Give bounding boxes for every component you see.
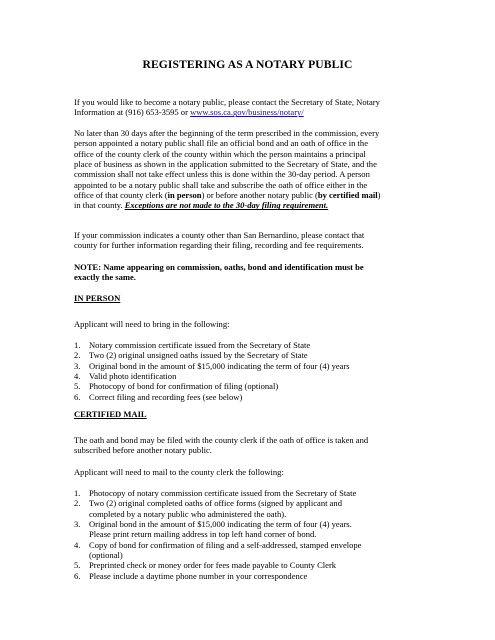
text-segment: ) <box>377 190 381 201</box>
list-number: 3. <box>74 360 81 371</box>
text-segment: ) or before another notary public ( <box>201 190 318 201</box>
paragraph-line: subscribed before another notary public. <box>74 445 212 456</box>
paragraph-line: Applicant will need to bring in the following: <box>74 319 230 329</box>
list-item <box>74 519 361 540</box>
notary-website-link[interactable]: www.sos.ca.gov/business/notary/ <box>190 107 304 118</box>
in-person-emphasis: in person <box>167 190 202 201</box>
list-item <box>74 498 361 519</box>
in-person-list <box>74 340 350 402</box>
list-item <box>74 540 361 561</box>
list-text: Two (2) original unsigned oaths issued by the Secretary of State <box>89 350 308 361</box>
filing-deadline-paragraph <box>74 128 434 211</box>
list-text: Two (2) original completed oaths of office forms (signed by applicant and <box>89 498 342 509</box>
paragraph-line: commission shall not take effect unless this is done within the 30-day period. A person <box>74 169 370 180</box>
list-number: 6. <box>74 391 81 402</box>
paragraph-line: If your commission indicates a county other than San Bernardino, please contact that <box>74 230 365 240</box>
intro-text: Information at (916) 653-3595 or <box>74 107 191 118</box>
intro-line: If you would like to become a notary public, please contact the Secretary of State, Notary <box>74 97 380 107</box>
list-item <box>74 350 350 360</box>
paragraph-line: appointed to be a notary public shall take and subscribe the oath of office either in the <box>74 179 368 190</box>
list-text: Original bond in the amount of $15,000 indicating the term of four (4) years <box>89 360 350 371</box>
list-text: Correct filing and recording fees (see below) <box>89 391 243 402</box>
certified-mail-emphasis: by certified mail <box>317 190 378 201</box>
certified-mail-paragraph <box>74 435 434 456</box>
in-person-heading: IN PERSON <box>74 293 121 303</box>
list-number: 1. <box>74 488 81 498</box>
list-text: Photocopy of bond for confirmation of filing (optional) <box>89 381 279 392</box>
certified-mail-list <box>74 488 361 581</box>
list-number: 1. <box>74 340 81 350</box>
list-item <box>74 340 350 350</box>
list-number: 6. <box>74 570 81 581</box>
list-number: 2. <box>74 498 81 509</box>
list-number: 4. <box>74 371 81 382</box>
paragraph-line: office of the county clerk of the county within which the person maintains a principal <box>74 148 366 159</box>
list-number: 2. <box>74 350 81 361</box>
intro-paragraph <box>74 97 434 118</box>
paragraph-line: The oath and bond may be filed with the county clerk if the oath of office is taken and <box>74 435 369 445</box>
intro-line <box>74 107 434 117</box>
list-text: (optional) <box>89 550 123 561</box>
paragraph-line: No later than 30 days after the beginning of the term prescribed in the commission, every <box>74 128 380 138</box>
in-person-intro <box>74 319 434 329</box>
list-text: Photocopy of notary commission certificate issued from the Secretary of State <box>89 488 357 498</box>
text-segment: in that county. <box>74 200 125 211</box>
list-item <box>74 571 361 581</box>
list-text: completed by a notary public who administered the oath). <box>89 508 287 519</box>
list-item <box>74 392 350 402</box>
list-number: 5. <box>74 560 81 571</box>
note-paragraph <box>74 262 434 283</box>
list-number: 5. <box>74 381 81 392</box>
county-paragraph <box>74 230 434 251</box>
list-item <box>74 560 361 570</box>
certified-mail-intro <box>74 467 434 477</box>
note-line: NOTE: Name appearing on commission, oaths, bond and identification must be <box>74 262 364 272</box>
list-item <box>74 371 350 381</box>
list-text: Valid photo identification <box>89 371 177 382</box>
list-text: Original bond in the amount of $15,000 indicating the term of four (4) years. <box>89 519 352 530</box>
paragraph-line: person appointed a notary public shall file an official bond and an oath of office in the <box>74 138 368 149</box>
text-segment: office of that county clerk ( <box>74 190 168 201</box>
list-text: Please include a daytime phone number in your correspondence <box>89 570 308 581</box>
list-item <box>74 361 350 371</box>
list-item <box>74 381 350 391</box>
list-number: 3. <box>74 519 81 530</box>
list-text: Please print return mailing address in top left hand corner of bond. <box>89 529 317 540</box>
list-text: Notary commission certificate issued from the Secretary of State <box>89 340 311 350</box>
paragraph-line <box>74 190 434 200</box>
list-text: Preprinted check or money order for fees made payable to County Clerk <box>89 560 337 571</box>
certified-mail-heading: CERTIFIED MAIL <box>74 409 147 419</box>
exceptions-warning: Exceptions are not made to the 30-day filing requirement. <box>124 200 329 211</box>
list-item <box>74 488 361 498</box>
list-number: 4. <box>74 539 81 550</box>
page-title: REGISTERING AS A NOTARY PUBLIC <box>142 58 353 71</box>
paragraph-line: place of business as shown in the application submitted to the Secretary of State, and the <box>74 159 377 170</box>
paragraph-line <box>74 200 434 210</box>
note-line: exactly the same. <box>74 272 136 283</box>
list-text: Copy of bond for confirmation of filing and a self-addressed, stamped envelope <box>89 539 362 550</box>
paragraph-line: county for further information regarding their filing, recording and fee requirements. <box>74 240 364 251</box>
paragraph-line: Applicant will need to mail to the county clerk the following: <box>74 467 284 477</box>
